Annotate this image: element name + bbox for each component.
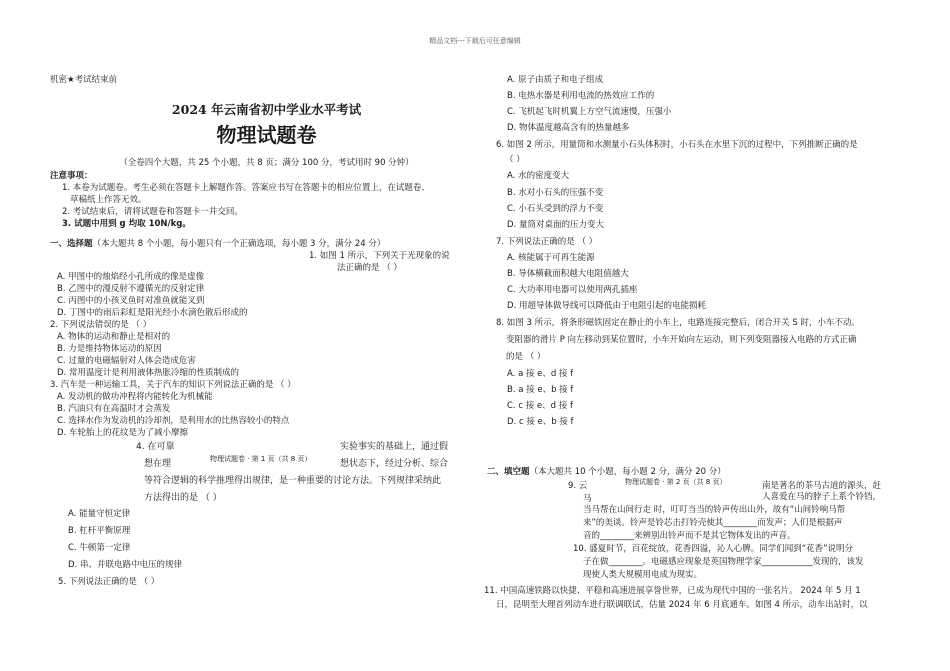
q4-line2-a: 想在理 xyxy=(144,459,172,469)
q4-line4: 方法得出的是 （ ） xyxy=(144,493,222,503)
section1-heading: 一、选择题 xyxy=(50,239,93,249)
q3-option-d: D. 车轮胎上的花纹是为了减小摩擦 xyxy=(57,428,188,438)
q2-stem: 2. 下列说法错误的是 （ ） xyxy=(50,320,152,330)
q9-num: 9. 云 xyxy=(568,481,588,491)
q9-line4: 来”的美谈。铃声是铃芯击打铃壳使其________而发声；人们是根据声 xyxy=(583,518,843,528)
q4-option-c: C. 牛顿第一定律 xyxy=(68,543,131,553)
q9-mid: 马 xyxy=(583,494,592,504)
q8-line2: 变阻器的滑片 P 向左移动到某位置时，小车开始向左运动，则下列变阻器接入电路的方式正确 xyxy=(506,335,857,345)
q4-line3: 等符合逻辑的科学推理得出规律，是一种重要的讨论方法。下列规律采纳此 xyxy=(144,476,442,486)
q5-option-a: A. 原子由质子和电子组成 xyxy=(507,75,604,85)
q9-cont2: 人喜爱在马的脖子上系个铃铛， xyxy=(762,492,882,502)
q4-option-b: B. 杠杆平衡原理 xyxy=(68,526,131,536)
footer-page-1: 物理试题卷 · 第 1 页（共 8 页） xyxy=(210,455,312,463)
q2-option-b: B. 力是维持物体运动的原因 xyxy=(57,344,162,354)
q1-option-c: C. 丙图中的小孩叉鱼时对准鱼就能叉到 xyxy=(57,296,205,306)
secret-label: 机密★考试结束前 xyxy=(50,75,118,85)
q7-option-a: A. 核能属于可再生能源 xyxy=(507,253,595,263)
paper-title: 物理试题卷 xyxy=(216,123,317,147)
q4-option-d: D. 串、并联电路中电压的规律 xyxy=(68,560,182,570)
q10-line1: 10. 盛夏时节，百花绽放，花香四溢，沁人心脾。同学们闻到“花香”说明分 xyxy=(573,544,854,554)
q4-option-a: A. 能量守恒定律 xyxy=(68,509,131,519)
q10-line3: 现使人类大规模用电成为现实。 xyxy=(583,570,703,580)
section2-heading: 二、填空题 xyxy=(487,467,530,477)
q8-option-b: B. a 接 e、b 接 f xyxy=(507,385,574,395)
q7-option-d: D. 用超导体做导线可以降低由于电阻引起的电能损耗 xyxy=(507,301,706,311)
q5-option-d: D. 物体温度越高含有的热量越多 xyxy=(507,123,630,133)
q11-line1: 11. 中国高速铁路以快捷、平稳和高速进展享誉世界，已成为现代中国的一张名片。 2024 年 5 月 1 xyxy=(484,586,861,596)
exam-scope: （全卷四个大题，共 25 个小题，共 8 页；满分 100 分，考试用时 90 分钟） xyxy=(119,158,414,168)
notice-item-1-cont: 草稿纸上作答无效。 xyxy=(70,195,147,205)
q8-option-c: C. c 接 e、d 接 f xyxy=(507,401,573,411)
q10-line2: 子在做________。电磁感应现象是英国物理学家____________发现的，该发 xyxy=(583,557,864,567)
q6-option-d: D. 量筒对桌面的压力变大 xyxy=(507,220,604,230)
q6-option-a: A. 水的密度变大 xyxy=(507,171,570,181)
notice-item-3: 3. 试题中用到 g 均取 10N/kg。 xyxy=(62,219,191,229)
q7-stem: 7. 下列说法正确的是 （ ） xyxy=(496,237,598,247)
q5-option-c: C. 飞机起飞时机翼上方空气流速慢，压强小 xyxy=(507,107,672,117)
q6-stem-b: （ ） xyxy=(505,155,525,165)
exam-title: 2024 年云南省初中学业水平考试 xyxy=(171,102,362,117)
q3-option-b: B. 汽油只有在高温时才会蒸发 xyxy=(57,404,171,414)
q2-option-d: D. 常用温度计是利用液体热胀冷缩的性质制成的 xyxy=(57,368,239,378)
q8-line3: 的是 （ ） xyxy=(506,352,546,362)
q2-option-a: A. 物体的运动和静止是相对的 xyxy=(57,332,171,342)
notice-item-1: 1. 本卷为试题卷。考生必须在答题卡上解题作答。答案应书写在答题卡的相应位置上，在试题卷、 xyxy=(62,183,430,193)
q4-line1-a: 4. 在可靠 xyxy=(136,442,175,452)
q8-option-d: D. c 接 e、b 接 f xyxy=(507,417,574,427)
section2-desc: （本大题共 10 个小题，每小题 2 分，满分 20 分） xyxy=(529,467,726,477)
q11-line2: 日，昆明至大理首列动车进行联调联试，估量 2024 年 6 月底通车。如图 4 所示，动车出站时，以 xyxy=(496,600,868,610)
notice-item-2: 2. 考试结束后，请将试题卷和答题卡一并交回。 xyxy=(62,207,243,217)
q1-stem-a: 1. 如图 1 所示，下列关于光现象的说 xyxy=(309,251,450,261)
footer-page-2: 物理试题卷 · 第 2 页（共 8 页） xyxy=(625,478,727,486)
q3-option-c: C. 选择水作为发动机的冷却剂，是利用水的比热容较小的特点 xyxy=(57,416,290,426)
notice-heading: 注意事项： xyxy=(50,171,93,181)
q7-option-c: C. 大功率用电器可以使用两孔插座 xyxy=(507,285,638,295)
q1-stem-b: 法正确的是 （ ） xyxy=(337,263,402,273)
q7-option-b: B. 导体横截面积越大电阻值越大 xyxy=(507,269,629,279)
q6-option-b: B. 水对小石头的压强不变 xyxy=(507,188,604,198)
section1-header xyxy=(50,237,385,249)
q3-option-a: A. 发动机的做功冲程将内能转化为机械能 xyxy=(57,392,213,402)
q4-line1-b: 实验事实的基础上，通过假 xyxy=(340,442,449,452)
q5-stem: 5. 下列说法正确的是 （ ） xyxy=(58,577,160,587)
q1-option-d: D. 丁图中的雨后彩虹是阳光经小水滴色散后形成的 xyxy=(57,308,248,318)
section1-desc: （本大题共 8 个小题，每小题只有一个正确选项，每小题 3 分，满分 24 分） xyxy=(92,239,386,249)
q1-option-b: B. 乙图中的漫反射不遵循光的反射定律 xyxy=(57,284,205,294)
q9-line5: 音的________来辨别出铃声而不是其它物体发出的声音。 xyxy=(583,531,796,541)
q6-stem-a: 6. 如图 2 所示，用量筒和水测量小石头体积时，小石头在水里下沉的过程中，下列推断正确的是 xyxy=(496,140,858,150)
q5-option-b: B. 电热水器是利用电流的热效应工作的 xyxy=(507,91,655,101)
q6-option-c: C. 小石头受到的浮力不变 xyxy=(507,204,604,214)
q9-line3: 当马帮在山间行走 时，叮叮当当的铃声传出山外，故有“山间铃响马帮 xyxy=(583,505,846,515)
q3-stem: 3. 汽车是一种运输工具，关于汽车的知识下列说法正确的是 （ ） xyxy=(50,380,296,390)
q8-line1: 8. 如图 3 所示，将条形磁铁固定在静止的小车上，电路连接完整后，闭合开关 S 时，小车不动。 xyxy=(496,318,860,328)
section2-header xyxy=(487,465,726,477)
q4-line2-b: 想状态下，经过分析、综合 xyxy=(340,459,449,469)
q9-cont: 南是著名的茶马古道的源头，赶 xyxy=(762,481,882,491)
q8-option-a: A. a 接 e、d 接 f xyxy=(507,369,574,379)
watermark-text: 精品文档---下载后可任意编辑 xyxy=(429,37,521,45)
q2-option-c: C. 过量的电磁辐射对人体会造成危害 xyxy=(57,356,196,366)
q1-option-a: A. 甲图中的烛焰经小孔所成的像是虚像 xyxy=(57,272,205,282)
header-watermark xyxy=(0,36,950,46)
